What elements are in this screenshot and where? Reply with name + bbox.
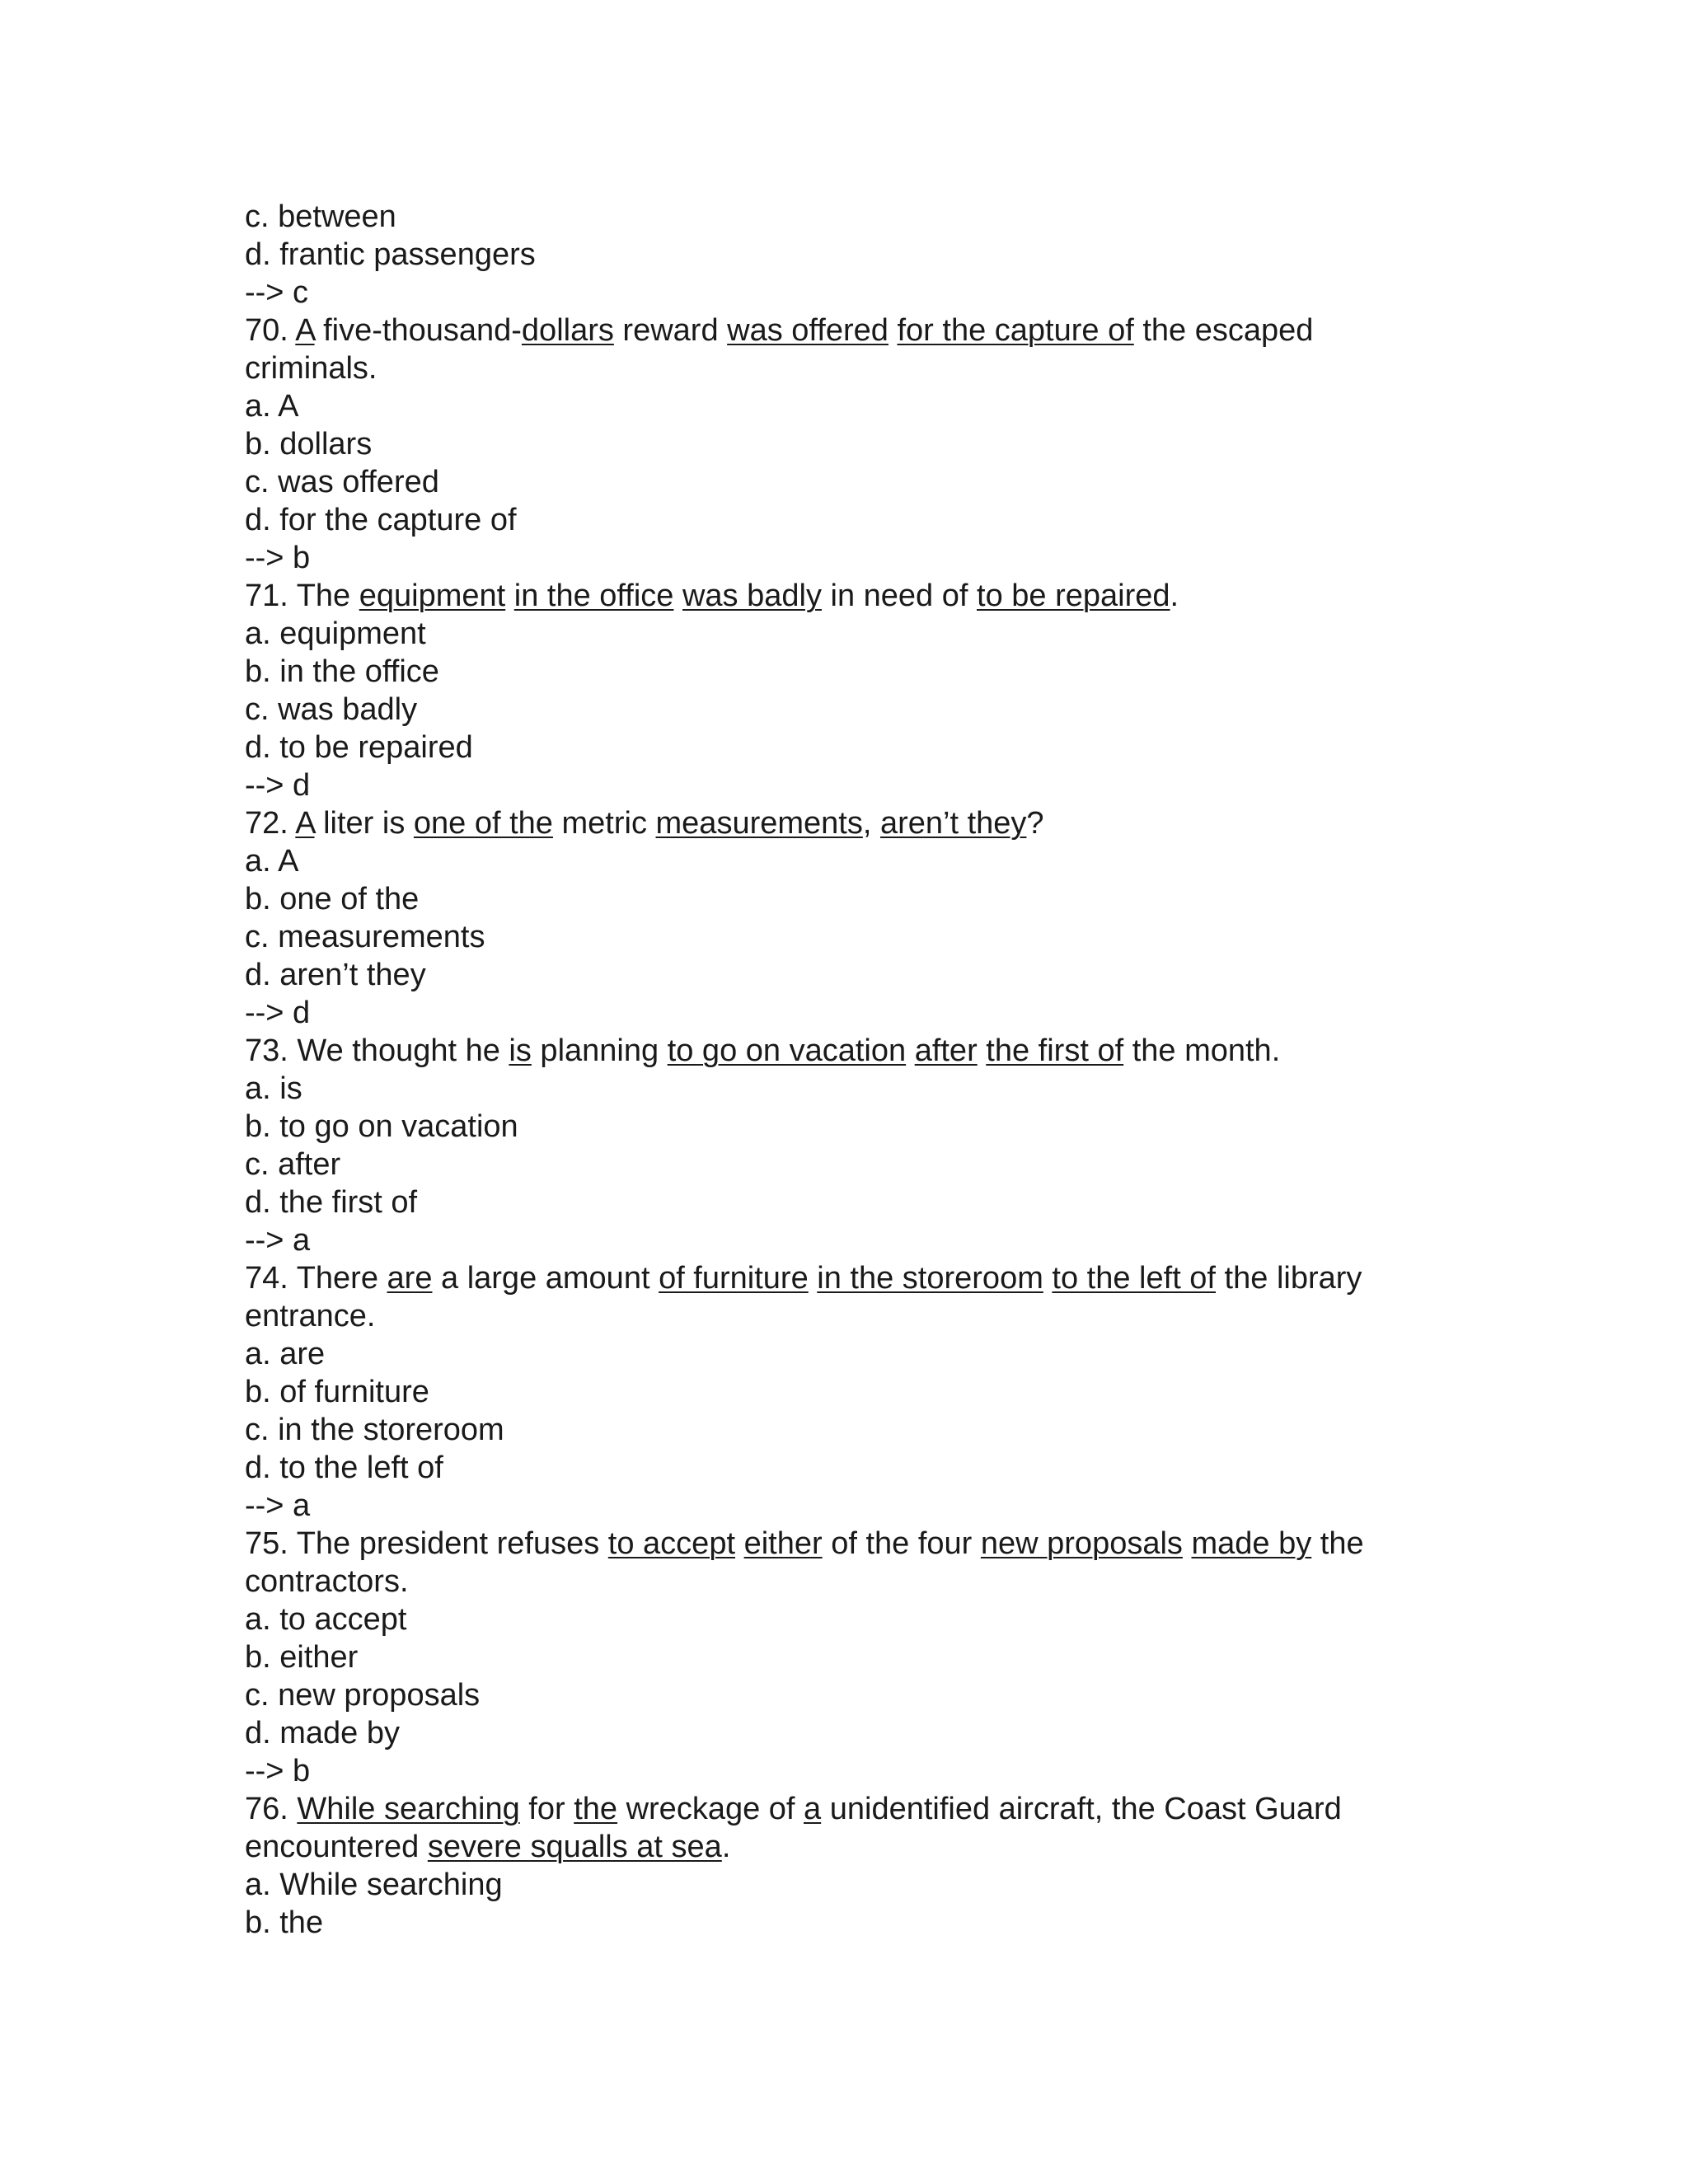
text-segment: b. either — [245, 1640, 359, 1675]
underlined-segment: measurements — [655, 806, 863, 841]
text-segment: a. A — [245, 389, 299, 424]
underlined-segment: are — [387, 1261, 433, 1296]
text-line — [245, 387, 1448, 425]
text-segment: 74. There — [245, 1261, 387, 1296]
underlined-segment: A — [295, 806, 315, 841]
text-line — [245, 539, 1448, 577]
text-line — [245, 1714, 1448, 1752]
text-segment: b. to go on vacation — [245, 1109, 518, 1144]
text-line — [245, 1525, 1448, 1563]
underlined-segment: either — [743, 1526, 823, 1561]
text-segment — [1043, 1261, 1053, 1296]
text-segment: , — [862, 806, 880, 841]
text-segment: 76. — [245, 1792, 298, 1826]
underlined-segment: was offered — [727, 313, 889, 348]
text-segment: 72. — [245, 806, 296, 841]
text-segment: ? — [1026, 806, 1044, 841]
text-line — [245, 1411, 1448, 1449]
text-segment: . — [721, 1830, 731, 1864]
text-segment: for — [519, 1792, 574, 1826]
text-segment: c. was badly — [245, 692, 418, 727]
underlined-segment: equipment — [359, 579, 506, 613]
text-segment: c. between — [245, 199, 396, 234]
text-segment: b. the — [245, 1905, 324, 1940]
text-segment — [809, 1261, 818, 1296]
text-segment — [505, 579, 514, 613]
text-segment: . — [1170, 579, 1179, 613]
text-segment: 71. The — [245, 579, 359, 613]
text-segment: c. in the storeroom — [245, 1413, 504, 1447]
text-line — [245, 1183, 1448, 1221]
text-line — [245, 766, 1448, 804]
text-segment: --> d — [245, 768, 311, 803]
text-segment: d. aren’t they — [245, 958, 426, 992]
underlined-segment: to the left of — [1052, 1261, 1216, 1296]
underlined-segment: is — [509, 1033, 532, 1068]
text-segment: a. is — [245, 1071, 302, 1106]
text-segment: --> c — [245, 275, 309, 310]
underlined-segment: for the capture of — [897, 313, 1134, 348]
text-segment: wreckage of — [617, 1792, 804, 1826]
text-segment: a large amount — [432, 1261, 659, 1296]
text-line — [245, 198, 1448, 236]
text-segment: metric — [552, 806, 656, 841]
text-segment: b. one of the — [245, 882, 420, 916]
underlined-segment: While searching — [297, 1792, 520, 1826]
text-line — [245, 918, 1448, 956]
text-segment: 75. The president refuses — [245, 1526, 608, 1561]
underlined-segment: the first of — [986, 1033, 1124, 1068]
underlined-segment: after — [914, 1033, 978, 1068]
text-segment: d. for the capture of — [245, 503, 517, 537]
text-segment: d. frantic passengers — [245, 237, 536, 272]
text-line — [245, 804, 1448, 842]
text-segment: c. measurements — [245, 920, 485, 954]
text-segment: d. made by — [245, 1716, 400, 1750]
text-segment: --> d — [245, 996, 311, 1030]
text-segment: --> a — [245, 1223, 311, 1258]
text-line — [245, 274, 1448, 312]
text-line — [245, 1563, 1448, 1601]
text-segment: the — [1311, 1526, 1364, 1561]
text-segment: the month. — [1123, 1033, 1281, 1068]
text-line — [245, 425, 1448, 463]
text-line — [245, 1297, 1448, 1335]
text-line — [245, 956, 1448, 994]
underlined-segment: in the office — [513, 579, 674, 613]
text-line — [245, 312, 1448, 349]
text-segment: --> b — [245, 541, 311, 575]
underlined-segment: to accept — [607, 1526, 736, 1561]
text-segment: the escaped — [1133, 313, 1314, 348]
text-segment: contractors. — [245, 1564, 409, 1599]
text-line — [245, 994, 1448, 1032]
text-segment — [889, 313, 898, 348]
text-segment: a. are — [245, 1337, 326, 1371]
text-segment: 70. — [245, 313, 296, 348]
text-segment — [735, 1526, 744, 1561]
underlined-segment: the — [574, 1792, 618, 1826]
text-line — [245, 1904, 1448, 1942]
text-segment: encountered — [245, 1830, 428, 1864]
text-line — [245, 1752, 1448, 1790]
text-line — [245, 1259, 1448, 1297]
text-line — [245, 1070, 1448, 1108]
text-segment: a. to accept — [245, 1602, 407, 1637]
text-line — [245, 1373, 1448, 1411]
text-segment: entrance. — [245, 1299, 376, 1333]
text-segment: the library — [1216, 1261, 1362, 1296]
text-segment: unidentified aircraft, the Coast Guard — [821, 1792, 1342, 1826]
underlined-segment: aren’t they — [879, 806, 1027, 841]
underlined-segment: dollars — [521, 313, 614, 348]
text-line — [245, 1790, 1448, 1828]
underlined-segment: in the storeroom — [817, 1261, 1043, 1296]
text-segment: a. While searching — [245, 1868, 503, 1902]
text-line — [245, 842, 1448, 880]
text-line — [245, 880, 1448, 918]
text-line — [245, 1487, 1448, 1525]
document-page — [245, 198, 1448, 1942]
text-segment: d. to the left of — [245, 1451, 443, 1485]
text-line — [245, 1676, 1448, 1714]
text-line — [245, 1449, 1448, 1487]
text-line — [245, 1146, 1448, 1183]
underlined-segment: A — [295, 313, 315, 348]
text-line — [245, 1108, 1448, 1146]
text-line — [245, 577, 1448, 615]
text-segment — [1183, 1526, 1192, 1561]
text-segment: a. equipment — [245, 616, 426, 651]
text-line — [245, 691, 1448, 729]
text-segment: criminals. — [245, 351, 377, 386]
text-segment: reward — [613, 313, 728, 348]
text-segment: planning — [531, 1033, 668, 1068]
text-line — [245, 1601, 1448, 1638]
text-segment — [906, 1033, 915, 1068]
text-line — [245, 615, 1448, 653]
text-line — [245, 236, 1448, 274]
text-segment: a. A — [245, 844, 299, 879]
text-segment: b. in the office — [245, 654, 439, 689]
text-line — [245, 1638, 1448, 1676]
text-segment: of the four — [822, 1526, 981, 1561]
text-segment: five-thousand- — [314, 313, 522, 348]
underlined-segment: made by — [1191, 1526, 1312, 1561]
text-segment: d. the first of — [245, 1185, 418, 1220]
text-line — [245, 1335, 1448, 1373]
text-line — [245, 729, 1448, 766]
text-line — [245, 1032, 1448, 1070]
text-line — [245, 501, 1448, 539]
underlined-segment: a — [804, 1792, 822, 1826]
text-line — [245, 1221, 1448, 1259]
text-segment: d. to be repaired — [245, 730, 473, 765]
text-line — [245, 349, 1448, 387]
text-segment: --> a — [245, 1488, 311, 1523]
text-line — [245, 653, 1448, 691]
text-line — [245, 1866, 1448, 1904]
text-segment: c. new proposals — [245, 1678, 481, 1713]
underlined-segment: to go on vacation — [667, 1033, 907, 1068]
underlined-segment: new proposals — [980, 1526, 1183, 1561]
text-line — [245, 463, 1448, 501]
text-segment: c. after — [245, 1147, 341, 1182]
text-line — [245, 1828, 1448, 1866]
text-segment — [673, 579, 682, 613]
underlined-segment: to be repaired — [977, 579, 1170, 613]
text-segment: c. was offered — [245, 465, 439, 499]
text-segment: b. dollars — [245, 427, 373, 462]
text-segment: b. of furniture — [245, 1375, 429, 1409]
underlined-segment: was badly — [682, 579, 822, 613]
text-segment: in need of — [821, 579, 978, 613]
text-segment — [978, 1033, 987, 1068]
underlined-segment: severe squalls at sea — [427, 1830, 722, 1864]
text-segment: liter is — [314, 806, 414, 841]
text-segment: 73. We thought he — [245, 1033, 509, 1068]
underlined-segment: one of the — [413, 806, 553, 841]
text-segment: --> b — [245, 1754, 311, 1788]
underlined-segment: of furniture — [659, 1261, 809, 1296]
